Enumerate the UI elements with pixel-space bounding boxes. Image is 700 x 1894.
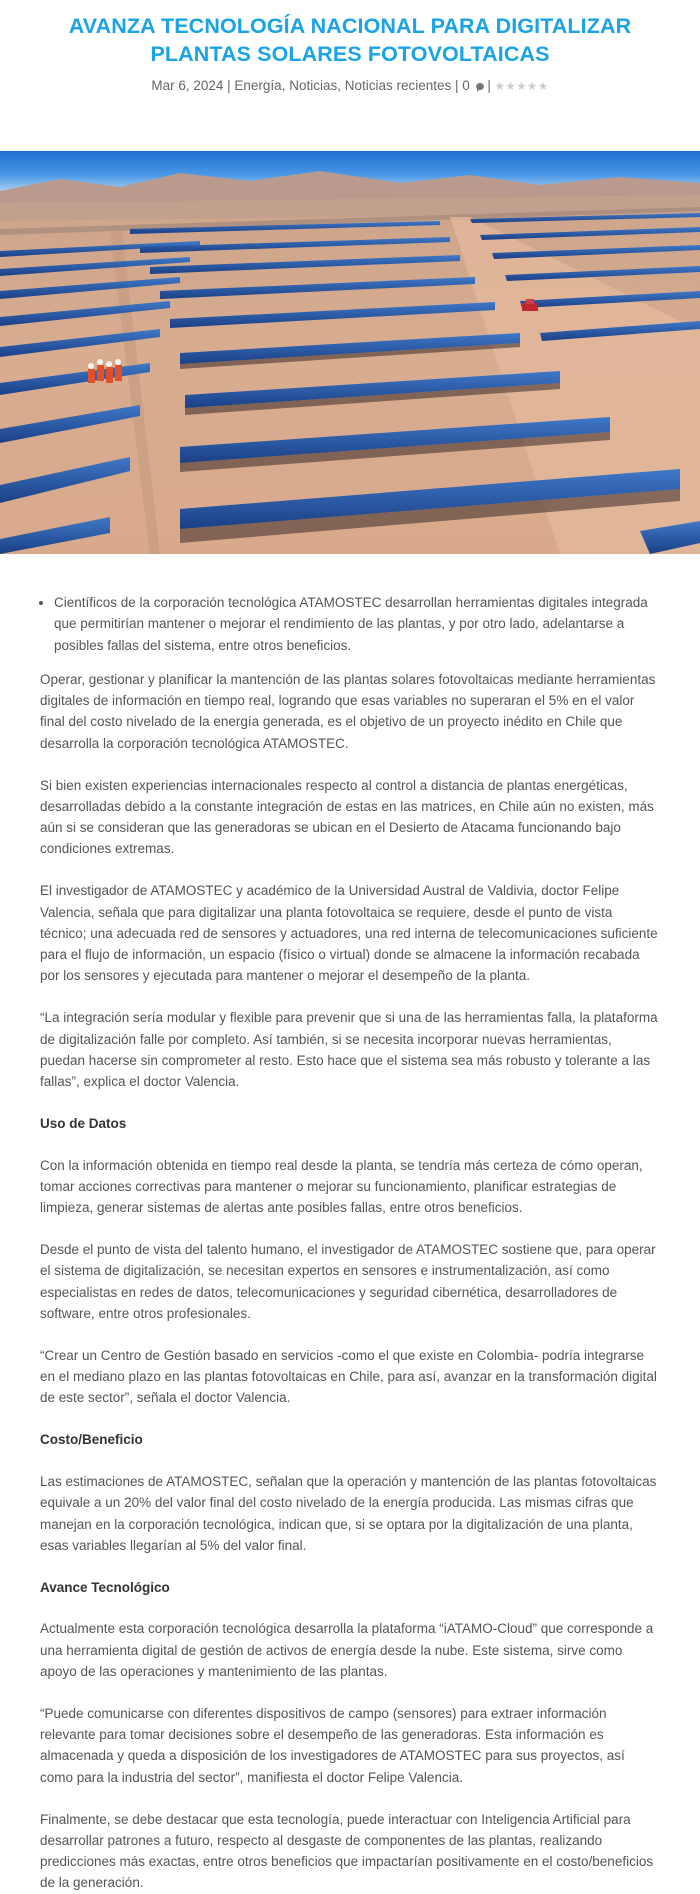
comment-bubble-icon	[476, 83, 484, 90]
subheading-avance-tecnologico: Avance Tecnológico	[40, 1579, 170, 1595]
category-comma: ,	[337, 78, 345, 93]
category-link-energia[interactable]: Energía	[234, 78, 282, 93]
subheading-costo-beneficio: Costo/Beneficio	[40, 1432, 143, 1448]
summary-list	[40, 592, 660, 656]
meta-separator: |	[483, 78, 495, 93]
paragraph-11: Finalmente, se debe destacar que esta tecnología, puede interactuar con Inteligencia Artificial para desarrollar patrones a futuro, respecto al desgaste de componentes de las plantas, realizando predicciones más exactas, entre otros beneficios que impactarían positivamente en el costo/beneficios de la generación.	[40, 1811, 654, 1891]
category-comma: ,	[281, 78, 290, 93]
post-date: Mar 6, 2024	[151, 78, 224, 93]
paragraph-8: Las estimaciones de ATAMOSTEC, señalan que la operación y mantención de las plantas fotovoltaicas equivale a un 20% del valor final del costo nivelado de la energía producida. Las mismas cifras que manejan en la corporación tecnológica, indican que, si se optara por la digitalización de una planta, esas variables llegarían al 5% del valor final.	[40, 1474, 657, 1553]
summary-bullet: • Científicos de la corporación tecnológica ATAMOSTEC desarrollan herramientas digitales integrada que permitirían mantener o mejorar el rendimiento de las plantas, y por otro lado, adelantarse a posibles fallas del sistema, entre otros beneficios.	[54, 592, 660, 656]
star-rating: ★★★★★	[494, 81, 549, 93]
paragraph-5: Con la información obtenida en tiempo real desde la planta, se tendría más certeza de cómo operan, tomar acciones correctivas para mantener o mejorar su funcionamiento, planificar estrategias de limpieza, generar sistemas de alertas ante posibles fallas, entre otros beneficios.	[40, 1157, 643, 1216]
meta-separator: |	[223, 78, 235, 93]
comments-count: 0	[462, 78, 470, 93]
category-link-noticias-recientes[interactable]: Noticias recientes	[344, 78, 452, 93]
paragraph-1: Operar, gestionar y planificar la mantención de las plantas solares fotovoltaicas mediante herramientas digitales de información en tiempo real, logrando que esas variables no superaran el 5% en el valor final del costo nivelado de la energía generada, es el objetivo de un proyecto inédito en Chile que desarrolla la corporación tecnológica ATAMOSTEC.	[40, 671, 656, 751]
paragraph-3: El investigador de ATAMOSTEC y académico de la Universidad Austral de Valdivia, doctor Felipe Valencia, señala que para digitalizar una planta fotovoltaica se requiere, desde el punto de vista técnico; una adecuada red de sensores y actuadores, una red interna de telecomunicaciones suficiente para el flujo de información, un espacio (físico o virtual) donde se almacene la información recabada por los sensores y ejecutada para mantener o mejorar el desempeño de la planta.	[40, 883, 658, 984]
post-meta	[0, 76, 700, 97]
meta-separator: |	[451, 78, 463, 93]
paragraph-4-quote: “La integración sería modular y flexible para prevenir que si una de las herramientas falla, la plataforma de digitalización falle por completo. Así también, si se necesita incorporar nuevas herramientas, puedan hacerse sin comprometer al resto. Esto hace que el sistema sea más robusto y tolerante a las fallas”, explica el doctor Valencia.	[40, 1010, 658, 1090]
paragraph-10-quote: “Puede comunicarse con diferentes dispositivos de campo (sensores) para extraer información relevante para tomar decisiones sobre el desempeño de las generadoras. Esta información es almacenada y queda a disposición de los investigadores de ATAMOSTEC para sus proyectos, así como para la industria del sector”, manifiesta el doctor Felipe Valencia.	[40, 1705, 625, 1785]
paragraph-9: Actualmente esta corporación tecnológica desarrolla la plataforma “iATAMO-Cloud” que corresponde a una herramienta digital de gestión de activos de energía desde la nube. Este sistema, sirve como apoyo de las operaciones y mantenimiento de las plantas.	[40, 1621, 654, 1680]
subheading-uso-de-datos: Uso de Datos	[40, 1115, 127, 1131]
comments-link[interactable]	[462, 78, 483, 93]
post-header	[0, 0, 700, 97]
paragraph-7-quote: “Crear un Centro de Gestión basado en servicios -como el que existe en Colombia- podría integrarse en el mediano plazo en las plantas fotovoltaicas en Chile, para así, avanzar en la transformación digital de este sector”, señala el doctor Valencia.	[40, 1347, 657, 1406]
paragraph-2: Si bien existen experiencias internacionales respecto al control a distancia de plantas energéticas, desarrolladas debido a la constante integración de estas en las matrices, en Chile aún no existen, más aún si se consideran que las generadoras se ubican en el Desierto de Atacama funcionando bajo condiciones extremas.	[40, 777, 654, 857]
category-link-noticias[interactable]: Noticias	[289, 78, 338, 93]
paragraph-6: Desde el punto de vista del talento humano, el investigador de ATAMOSTEC sostiene que, para operar el sistema de digitalización, se necesitan expertos en sensores e instrumentalización, así como especialistas en redes de datos, telecomunicaciones y seguridad cibernética, desarrolladores de software, entre otros profesionales.	[40, 1242, 656, 1322]
post-title: AVANZA TECNOLOGÍA NACIONAL PARA DIGITALIZAR PLANTAS SOLARES FOTOVOLTAICAS	[68, 14, 632, 66]
hero-image-solar-plant	[0, 151, 700, 554]
article-body	[0, 554, 700, 1894]
